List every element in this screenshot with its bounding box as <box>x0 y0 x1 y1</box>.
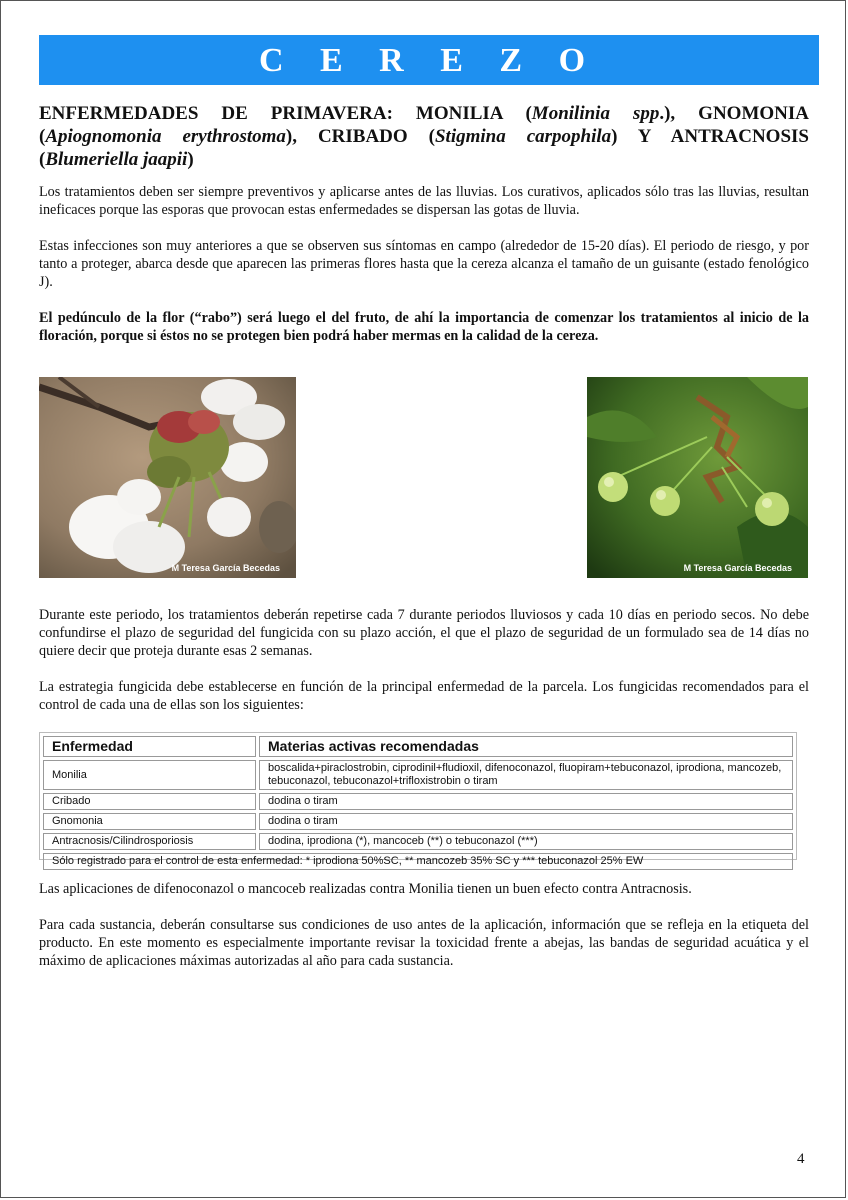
table-row <box>43 813 793 830</box>
table-footnote: Sólo registrado para el control de esta enfermedad: * iprodiona 50%SC, ** mancozeb 35% SC y *** tebuconazol 25% EW <box>43 853 793 870</box>
fungicide-table <box>39 732 797 867</box>
cherry-blossom-image <box>39 377 296 578</box>
table-header-row <box>43 736 793 757</box>
table-row <box>43 760 793 790</box>
actives-cell: boscalida+piraclostrobin, ciprodinil+fludioxil, difenoconazol, fluopiram+tebuconazol, iprodiona, mancozeb, tebuconazol, tebuconazol+trifloxistrobin o tiram <box>259 760 793 790</box>
disease-cell: Monilia <box>43 760 256 790</box>
photo-credit: M Teresa García Becedas <box>171 563 280 573</box>
paragraph-infections: Estas infecciones son muy anteriores a que se observen sus síntomas en campo (alrededor de 15-20 días). El periodo de riesgo, y por tanto a proteger, abarca desde que aparecen las primeras flores hasta que la cereza alcanza el tamaño de un guisante (estado fenológico J). <box>39 238 809 290</box>
paragraph-strategy: La estrategia fungicida debe establecerse en función de la principal enfermedad de la parcela. Los fungicidas recomendados para el control de cada una de ellas son los siguientes: <box>39 679 809 713</box>
table-row <box>43 793 793 810</box>
cherry-blossom-photo <box>39 377 296 578</box>
actives-cell: dodina, iprodiona (*), mancoceb (**) o tebuconazol (***) <box>259 833 793 850</box>
disease-cell: Antracnosis/Cilindrosporiosis <box>43 833 256 850</box>
recommendations-table <box>40 733 796 873</box>
actives-cell: dodina o tiram <box>259 793 793 810</box>
page-number: 4 <box>797 1151 805 1167</box>
disease-cell: Gnomonia <box>43 813 256 830</box>
paragraph-peduncle: El pedúnculo de la flor (“rabo”) será luego el del fruto, de ahí la importancia de comenzar los tratamientos al inicio de la floración, porque si éstos no se protegen bien podrá haber mermas en la calidad de la cereza. <box>39 310 809 344</box>
paragraph-period: Durante este periodo, los tratamientos deberán repetirse cada 7 durante periodos lluviosos y cada 10 días en periodo secos. No debe confundirse el plazo de seguridad del fungicida con su plazo acción, el que el plazo de seguridad de un formulado sea de 14 días no quiere decir que proteja durante esas 2 semanas. <box>39 607 809 659</box>
header-actives: Materias activas recomendadas <box>259 736 793 757</box>
table-row <box>43 833 793 850</box>
paragraph-preventive: Los tratamientos deben ser siempre preventivos y aplicarse antes de las lluvias. Los curativos, aplicados sólo tras las lluvias, resultan ineficaces porque las esporas que provocan estas enfermedades se dispersan las gotas de lluvia. <box>39 184 809 218</box>
green-cherries-image <box>587 377 808 578</box>
title-banner: C E R E Z O <box>39 35 819 85</box>
photo-credit: M Teresa García Becedas <box>683 563 792 573</box>
actives-cell: dodina o tiram <box>259 813 793 830</box>
section-heading: ENFERMEDADES DE PRIMAVERA: MONILIA (Monilinia spp.), GNOMONIA (Apiognomonia erythrostoma), CRIBADO (Stigmina carpophila) Y ANTRACNOSIS (Blumeriella jaapii) <box>39 103 810 170</box>
paragraph-antracnosis-effect: Las aplicaciones de difenoconazol o mancoceb realizadas contra Monilia tienen un buen efecto contra Antracnosis. <box>39 881 692 897</box>
table-footnote-row <box>43 853 793 870</box>
disease-cell: Cribado <box>43 793 256 810</box>
paragraph-conditions: Para cada sustancia, deberán consultarse sus condiciones de uso antes de la aplicación, información que se refleja en la etiqueta del producto. En este momento es especialmente importante revisar la toxicidad frente a abejas, las bandas de seguridad acuática y el máximo de aplicaciones máximas autorizadas al año para cada sustancia. <box>39 917 809 969</box>
header-disease: Enfermedad <box>43 736 256 757</box>
green-cherries-photo <box>587 377 808 578</box>
